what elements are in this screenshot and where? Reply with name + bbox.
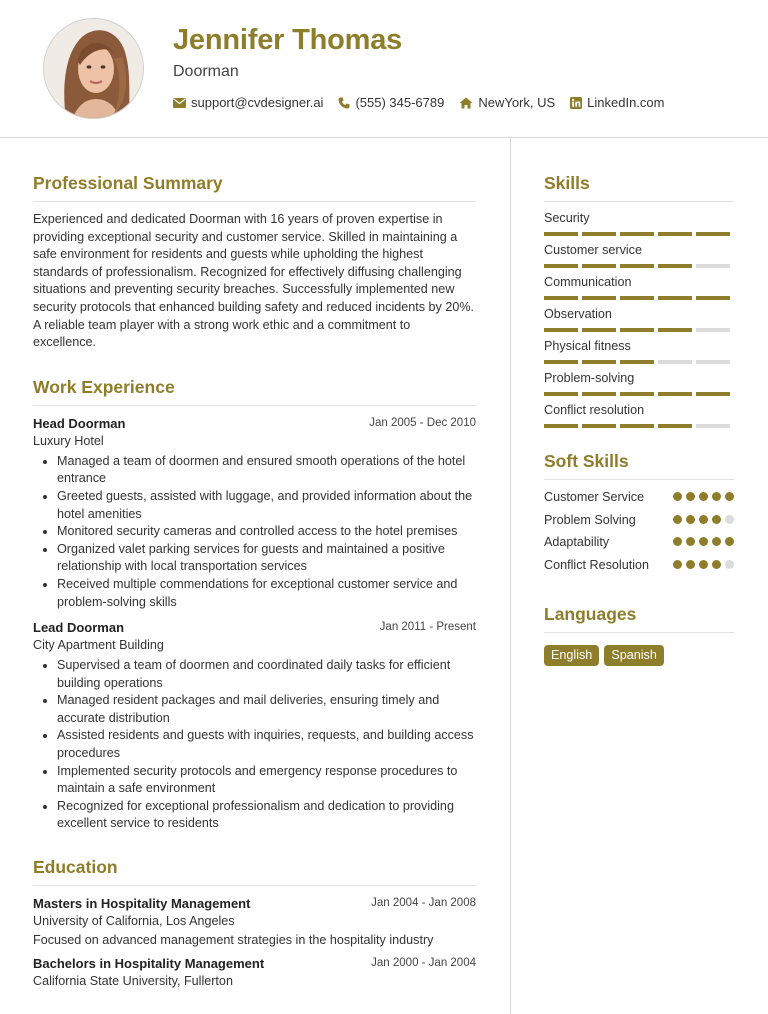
skill-item xyxy=(544,339,734,364)
location-text: NewYork, US xyxy=(478,95,556,110)
skill-level-segment xyxy=(582,264,616,268)
skill-level-bar xyxy=(544,392,734,396)
job-title: Head Doorman xyxy=(33,415,126,431)
skill-level-segment xyxy=(544,264,578,268)
education-entry xyxy=(33,896,476,947)
skills-list xyxy=(544,211,734,428)
rating-dot xyxy=(712,492,721,501)
summary-section xyxy=(33,173,476,352)
skill-level-bar xyxy=(544,264,734,268)
rating-dot xyxy=(699,537,708,546)
education-date: Jan 2004 - Jan 2008 xyxy=(371,897,476,910)
job-title: Lead Doorman xyxy=(33,620,125,636)
skill-level-segment xyxy=(696,360,730,364)
skill-name: Observation xyxy=(544,307,612,321)
linkedin-text[interactable]: LinkedIn.com xyxy=(587,95,665,110)
bullet-item: Assisted residents and guests with inquiries, requests, and building access procedures xyxy=(33,727,476,762)
education-date: Jan 2000 - Jan 2004 xyxy=(371,957,476,970)
soft-skills-list xyxy=(544,489,734,574)
contact-phone[interactable] xyxy=(338,95,444,110)
school-name: California State University, Fullerton xyxy=(33,974,233,989)
bullet-item: Managed resident packages and mail deliveries, ensuring timely and accurate distribution xyxy=(33,692,476,727)
rating-dot xyxy=(673,537,682,546)
skill-level-segment xyxy=(696,296,730,300)
contact-email[interactable] xyxy=(173,95,323,110)
education-desc: Focused on advanced management strategies in the hospitality industry xyxy=(33,933,434,948)
main-column xyxy=(33,138,476,988)
skill-name: Problem-solving xyxy=(544,371,635,385)
resume-header xyxy=(0,0,768,138)
rating-dot xyxy=(725,492,734,501)
rating-dot xyxy=(699,492,708,501)
soft-skill-item xyxy=(544,557,734,575)
bullet-item: Implemented security protocols and emergency response procedures to maintain a safe environment xyxy=(33,763,476,798)
skill-level-segment xyxy=(582,424,616,428)
skill-item xyxy=(544,243,734,268)
skill-level-segment xyxy=(620,264,654,268)
skill-level-bar xyxy=(544,328,734,332)
rating-dot xyxy=(725,560,734,569)
job-entry xyxy=(33,416,476,611)
skills-title: Skills xyxy=(544,173,734,202)
linkedin-icon xyxy=(570,97,582,109)
email-text[interactable]: support@cvdesigner.ai xyxy=(191,95,324,110)
skill-level-segment xyxy=(582,392,616,396)
skill-level-segment xyxy=(620,232,654,236)
skill-item xyxy=(544,371,734,396)
soft-skill-name: Adaptability xyxy=(544,535,610,549)
job-entry xyxy=(33,620,476,833)
experience-section xyxy=(33,377,476,833)
skill-item xyxy=(544,211,734,236)
rating-dot xyxy=(725,537,734,546)
rating-dot xyxy=(686,492,695,501)
skills-section xyxy=(544,173,734,428)
phone-text[interactable]: (555) 345-6789 xyxy=(355,95,445,110)
contact-location xyxy=(459,95,555,110)
skill-level-segment xyxy=(620,328,654,332)
skill-level-bar xyxy=(544,296,734,300)
soft-skill-name: Customer Service xyxy=(544,490,645,504)
soft-skills-section xyxy=(544,451,734,574)
skill-level-segment xyxy=(658,360,692,364)
degree-title: Bachelors in Hospitality Management xyxy=(33,956,265,972)
skill-level-bar xyxy=(544,360,734,364)
skill-level-bar xyxy=(544,232,734,236)
rating-dot xyxy=(673,492,682,501)
summary-text: Experienced and dedicated Doorman with 16 years of proven expertise in providing exceptional security and customer service. Skilled in maintaining a safe environment for residents and guests while upholding the highest standards of professionalism. Recognized for effectively diffusing challenging situations and preventing security breaches. Successfully implemented new security protocols that enhanced building safety and reduced incidents by 20%. A reliable team player with a strong work ethic and a commitment to excellence. xyxy=(33,212,475,350)
skill-level-segment xyxy=(658,232,692,236)
envelope-icon xyxy=(173,98,186,108)
skill-level-segment xyxy=(696,328,730,332)
skill-level-segment xyxy=(582,296,616,300)
rating-dot xyxy=(699,515,708,524)
soft-skill-name: Conflict Resolution xyxy=(544,557,649,572)
bullet-item: Organized valet parking services for guests and maintained a positive relationship with local transportation services xyxy=(33,541,476,576)
education-entry xyxy=(33,956,476,988)
job-org: Luxury Hotel xyxy=(33,433,104,448)
soft-skill-name: Problem Solving xyxy=(544,512,636,527)
skill-level-segment xyxy=(582,232,616,236)
school-name: University of California, Los Angeles xyxy=(33,914,235,929)
candidate-name: Jennifer Thomas xyxy=(173,24,403,56)
bullet-item: Managed a team of doormen and ensured smooth operations of the hotel entrance xyxy=(33,453,476,488)
skill-item xyxy=(544,275,734,300)
soft-skill-rating xyxy=(669,537,734,546)
skill-level-segment xyxy=(544,232,578,236)
skill-name: Communication xyxy=(544,275,632,289)
skill-name: Physical fitness xyxy=(544,339,631,353)
language-badge: Spanish xyxy=(604,645,664,666)
soft-skill-item xyxy=(544,489,734,507)
rating-dot xyxy=(725,515,734,524)
skill-level-segment xyxy=(544,296,578,300)
education-section xyxy=(33,857,476,988)
job-date: Jan 2011 - Present xyxy=(379,621,476,634)
portrait-image xyxy=(44,19,144,119)
experience-title: Work Experience xyxy=(33,377,476,406)
candidate-role: Doorman xyxy=(173,63,239,80)
skill-level-segment xyxy=(620,424,654,428)
soft-skill-item xyxy=(544,512,734,530)
skill-level-segment xyxy=(696,232,730,236)
job-date: Jan 2005 - Dec 2010 xyxy=(369,416,476,429)
bullet-item: Monitored security cameras and controlled access to the hotel premises xyxy=(33,523,476,541)
skill-name: Conflict resolution xyxy=(544,403,645,417)
rating-dot xyxy=(686,560,695,569)
skill-item xyxy=(544,403,734,428)
skill-level-segment xyxy=(620,392,654,396)
language-badge: English xyxy=(544,645,599,666)
column-divider xyxy=(510,138,511,1014)
bullet-item: Received multiple commendations for exceptional customer service and problem-solving skills xyxy=(33,576,476,611)
skill-name: Security xyxy=(544,211,590,225)
degree-title: Masters in Hospitality Management xyxy=(33,896,251,912)
skill-level-segment xyxy=(696,264,730,268)
bullet-item: Greeted guests, assisted with luggage, and provided information about the hotel amenities xyxy=(33,488,476,523)
home-icon xyxy=(459,97,473,109)
job-org: City Apartment Building xyxy=(33,638,164,653)
skill-level-segment xyxy=(582,328,616,332)
soft-skill-rating xyxy=(669,492,734,501)
contact-row xyxy=(173,95,680,110)
skill-level-segment xyxy=(658,328,692,332)
contact-linkedin[interactable] xyxy=(570,95,664,110)
languages-section xyxy=(544,604,734,666)
skill-level-bar xyxy=(544,424,734,428)
skill-level-segment xyxy=(544,328,578,332)
rating-dot xyxy=(712,537,721,546)
skill-level-segment xyxy=(544,392,578,396)
soft-skill-rating xyxy=(669,515,734,524)
skill-level-segment xyxy=(544,424,578,428)
bullet-item: Supervised a team of doormen and coordinated daily tasks for efficient building operations xyxy=(33,657,476,692)
skill-level-segment xyxy=(658,264,692,268)
skill-level-segment xyxy=(658,424,692,428)
skill-level-segment xyxy=(658,296,692,300)
skill-level-segment xyxy=(696,392,730,396)
rating-dot xyxy=(673,515,682,524)
skill-level-segment xyxy=(696,424,730,428)
skill-name: Customer service xyxy=(544,243,642,257)
skill-level-segment xyxy=(620,360,654,364)
phone-icon xyxy=(338,97,350,109)
rating-dot xyxy=(699,560,708,569)
job-bullets xyxy=(33,657,476,833)
rating-dot xyxy=(686,537,695,546)
languages-list xyxy=(544,645,734,666)
bullet-item: Recognized for exceptional professionalism and dedication to providing excellent service to residents xyxy=(33,798,476,833)
soft-skills-title: Soft Skills xyxy=(544,451,734,480)
rating-dot xyxy=(712,560,721,569)
profile-photo xyxy=(43,18,144,119)
skill-level-segment xyxy=(620,296,654,300)
education-title: Education xyxy=(33,857,476,886)
rating-dot xyxy=(686,515,695,524)
side-column xyxy=(544,138,734,666)
soft-skill-rating xyxy=(669,560,734,569)
languages-title: Languages xyxy=(544,604,734,633)
summary-title: Professional Summary xyxy=(33,173,476,202)
job-bullets xyxy=(33,453,476,611)
skill-level-segment xyxy=(544,360,578,364)
rating-dot xyxy=(712,515,721,524)
skill-item xyxy=(544,307,734,332)
skill-level-segment xyxy=(658,392,692,396)
rating-dot xyxy=(673,560,682,569)
soft-skill-item xyxy=(544,534,734,552)
skill-level-segment xyxy=(582,360,616,364)
